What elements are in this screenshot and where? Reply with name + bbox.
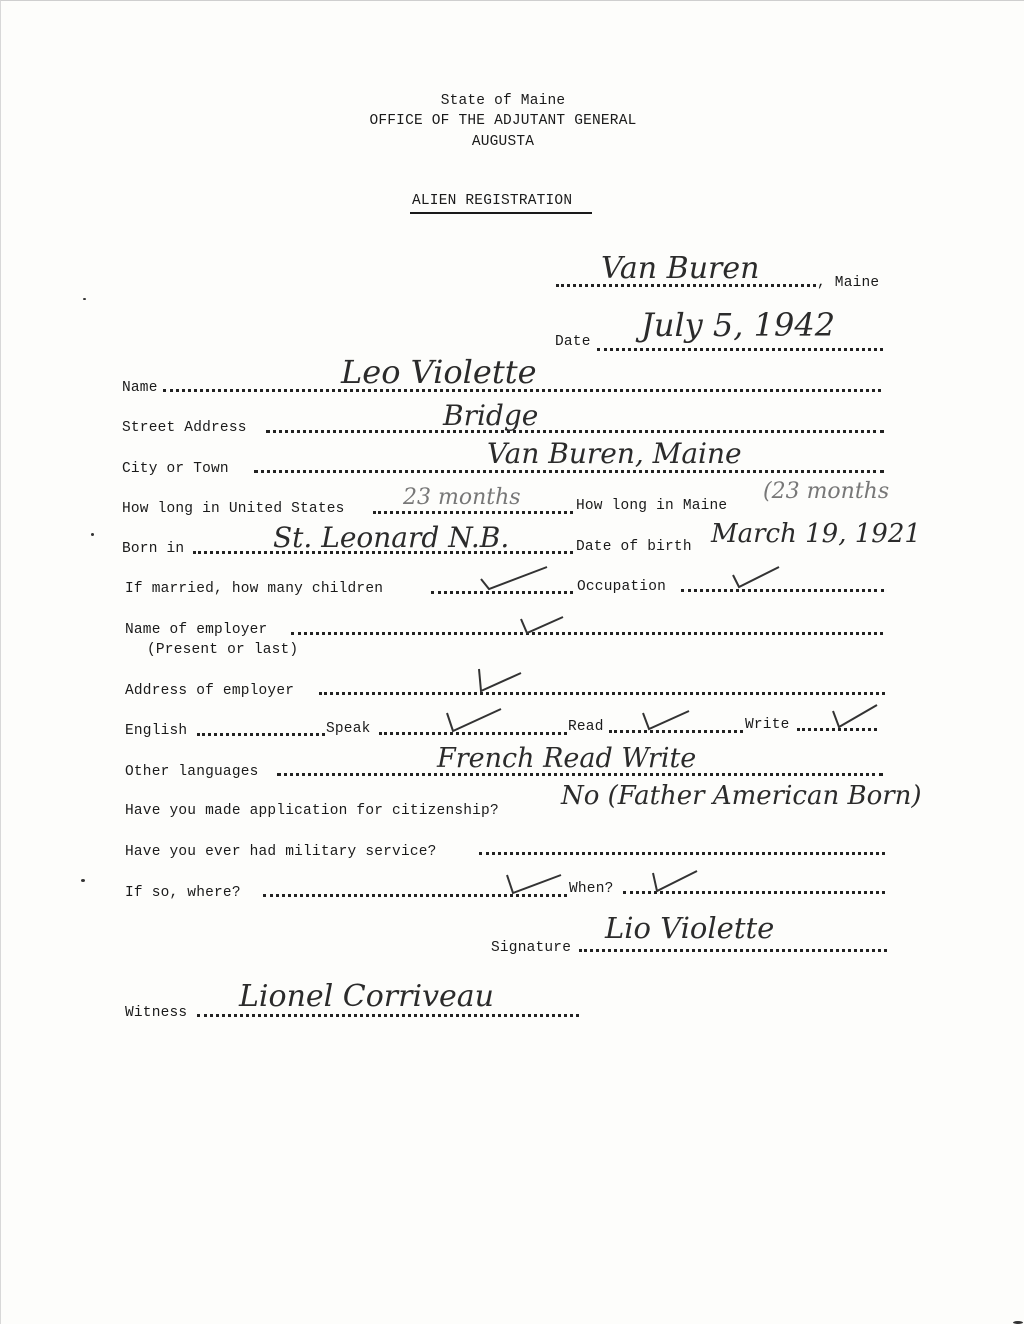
date-dots [597, 348, 883, 351]
header-state: State of Maine [440, 93, 566, 109]
when-label: When? [569, 881, 614, 897]
how-long-us-value: 23 months [403, 485, 521, 510]
scan-speck [83, 298, 86, 300]
signature-value: Lio Violette [605, 911, 775, 945]
children-check [479, 565, 549, 591]
how-long-maine-value: (23 months [763, 479, 890, 504]
employer-sublabel: (Present or last) [147, 642, 299, 658]
dob-value: March 19, 1921 [711, 519, 921, 549]
employer-address-dots [319, 692, 885, 695]
english-speak-label: Speak [326, 721, 371, 737]
employer-address-check [475, 665, 523, 693]
how-long-us-dots [373, 511, 573, 514]
witness-value: Lionel Corriveau [239, 979, 494, 1014]
write-check [831, 701, 879, 729]
signature-dots [579, 949, 887, 952]
street-dots [266, 430, 884, 433]
read-check [641, 707, 691, 731]
place-value: Van Buren [601, 251, 760, 286]
occupation-label: Occupation [577, 579, 667, 595]
employer-check [519, 613, 565, 635]
scan-speck [91, 533, 94, 536]
how-long-us-label: How long in United States [122, 501, 345, 517]
dob-label: Date of birth [576, 539, 692, 555]
city-dots [254, 470, 884, 473]
english-label: English [125, 723, 188, 739]
born-in-value: St. Leonard N.B. [273, 521, 510, 554]
how-long-maine-label: How long in Maine [576, 498, 728, 514]
citizenship-label: Have you made application for citizenship? [125, 803, 499, 819]
born-in-label: Born in [122, 541, 185, 557]
scan-speck [81, 879, 85, 882]
occupation-dots [681, 589, 884, 592]
english-dots [197, 733, 325, 736]
header-office: OFFICE OF THE ADJUTANT GENERAL [369, 113, 637, 129]
header-city: AUGUSTA [471, 134, 535, 150]
city-label: City or Town [122, 461, 229, 477]
date-label: Date [555, 334, 591, 350]
name-label: Name [122, 380, 158, 396]
name-value: Leo Violette [341, 353, 537, 391]
children-label: If married, how many children [125, 581, 384, 597]
form-title: ALIEN REGISTRATION [412, 193, 573, 209]
city-value: Van Buren, Maine [487, 437, 742, 470]
other-languages-value: French Read Write [437, 743, 697, 774]
employer-dots [291, 632, 883, 635]
form-title-underline [410, 212, 592, 214]
occupation-check [731, 565, 781, 589]
place-suffix: , Maine [817, 275, 880, 291]
street-label: Street Address [122, 420, 247, 436]
other-languages-label: Other languages [125, 764, 259, 780]
employer-label: Name of employer [125, 622, 268, 638]
citizenship-value: No (Father American Born) [561, 781, 922, 811]
witness-label: Witness [125, 1005, 188, 1021]
english-read-label: Read [568, 719, 604, 735]
military-dots [479, 852, 885, 855]
witness-dots [197, 1014, 579, 1017]
where-check [505, 869, 563, 895]
street-value: Bridge [443, 399, 539, 432]
children-dots [431, 591, 573, 594]
date-value: July 5, 1942 [641, 306, 836, 344]
speak-check [445, 705, 503, 733]
employer-address-label: Address of employer [125, 683, 295, 699]
where-label: If so, where? [125, 885, 241, 901]
military-label: Have you ever had military service? [125, 844, 437, 860]
signature-label: Signature [491, 940, 572, 956]
english-write-label: Write [745, 717, 790, 733]
when-check [651, 867, 699, 893]
